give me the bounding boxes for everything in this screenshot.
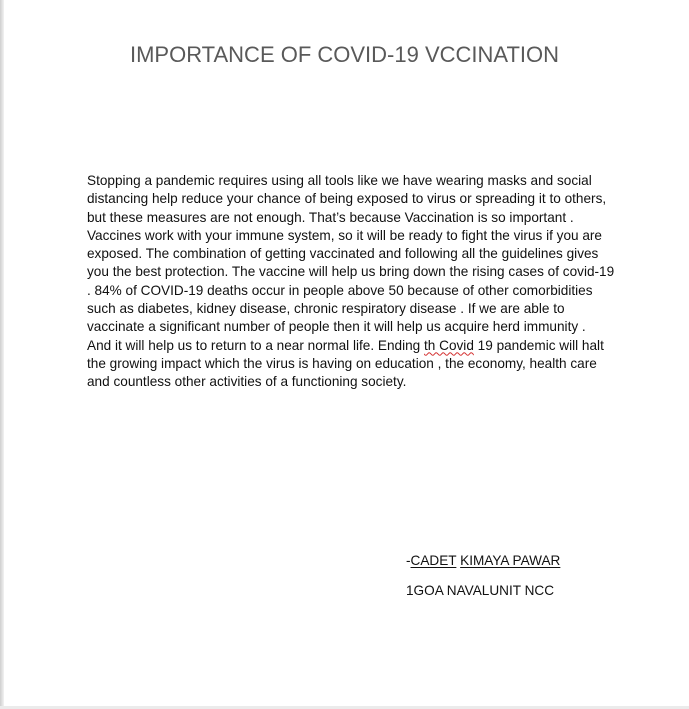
line-segment: And it will help us to return to a near normal life. Ending [87,337,425,353]
paragraph-line: you the best protection. The vaccine will help us bring down the rising cases of covid-19 [87,264,615,280]
paragraph-line: but these measures are not enough. That’s because Vaccination is so important . [87,209,574,225]
signature-line [406,553,560,568]
spellcheck-flagged-text: th Covid [424,337,474,353]
paragraph-line: . 84% of COVID-19 deaths occur in people above 50 because of other comorbidities [87,282,593,298]
signature-name: KIMAYA PAWAR [460,553,561,568]
paragraph-line: Stopping a pandemic requires using all tools like we have wearing masks and social [87,173,592,188]
paragraph-line: vaccinate a significant number of people then it will help us acquire herd immunity . [87,319,586,335]
paragraph-line: the growing impact which the virus is having on education , the economy, health care [87,355,597,371]
paragraph-line: and countless other activities of a functioning society. [87,374,407,390]
paragraph-line: Vaccines work with your immune system, so it will be ready to fight the virus if you are [87,227,602,243]
document-title: IMPORTANCE OF COVID-19 VCCINATION [129,42,560,67]
page-left-edge [0,0,4,709]
unit-name: 1GOA NAVALUNIT NCC [406,583,555,598]
paragraph-line: exposed. The combination of getting vaccinated and following all the guidelines gives [87,246,599,262]
signature-prefix: - [406,553,411,568]
signature-rank: CADET [410,553,457,568]
paragraph-line: such as diabetes, kidney disease, chronic respiratory disease . If we are able to [87,301,565,317]
line-segment: 19 pandemic will halt [473,337,604,353]
body-paragraph [87,172,647,392]
paragraph-line [87,337,647,355]
paragraph-line: distancing help reduce your chance of being exposed to virus or spreading it to others, [87,191,607,207]
